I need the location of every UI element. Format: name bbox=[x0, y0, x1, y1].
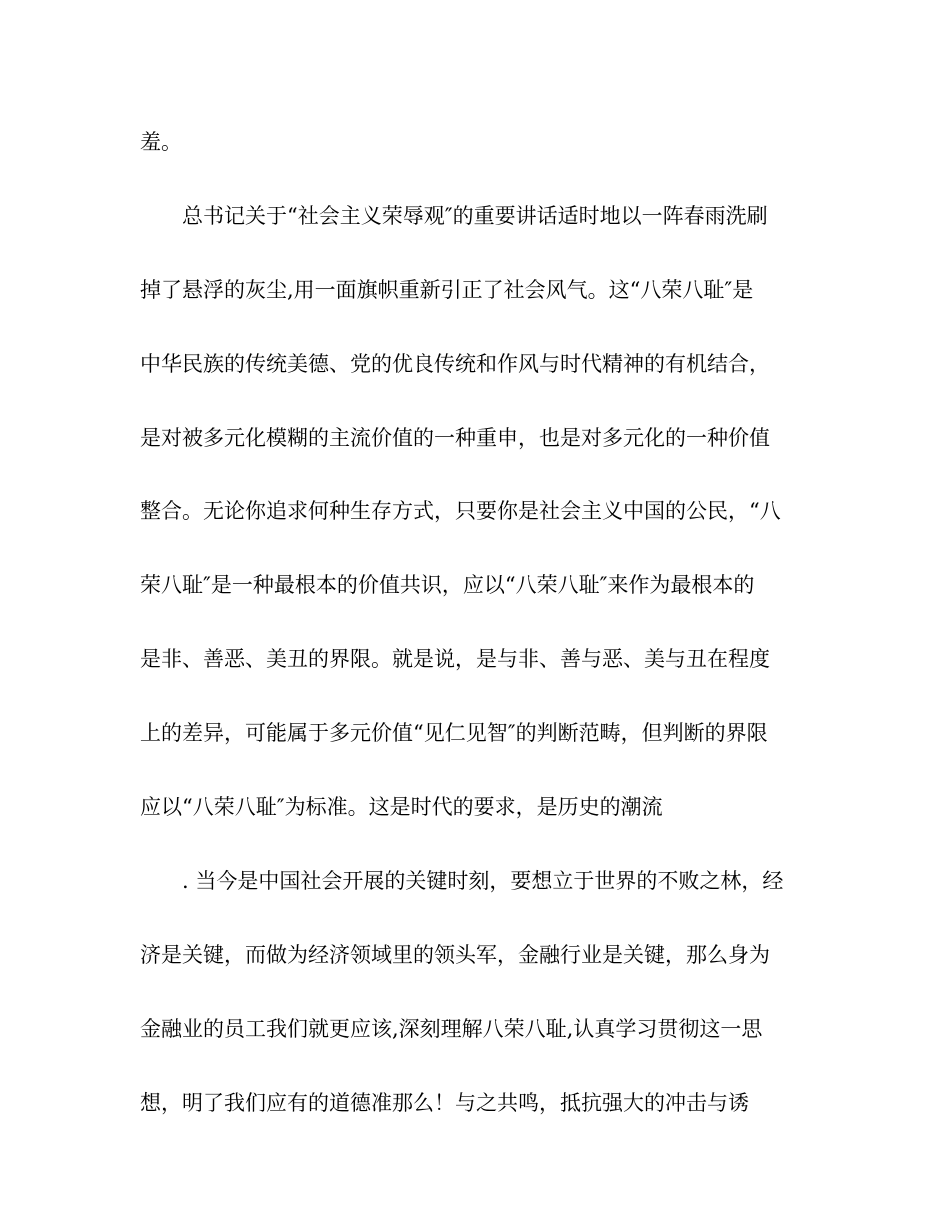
text-line: 应以“八荣八耻″为标准。这是时代的要求，是历史的潮流 bbox=[140, 795, 663, 819]
text-line: 掉了悬浮的灰尘,用一面旗帜重新引正了社会风气。这“八荣八耻″是 bbox=[140, 278, 754, 302]
text-line: 荣八耻″是一种最根本的价值共识，应以“八荣八耻″来作为最根本的 bbox=[140, 573, 755, 597]
text-line: 是非、善恶、美丑的界限。就是说，是与非、善与恶、美与丑在程度 bbox=[140, 647, 770, 671]
text-line: 是对被多元化模糊的主流价值的一种重申，也是对多元化的一种价值 bbox=[140, 426, 770, 450]
text-line: 上的差异，可能属于多元价值“见仁见智″的判断范畴，但判断的界限 bbox=[140, 721, 768, 745]
text-line: 中华民族的传统美德、党的优良传统和作风与时代精神的有机结合， bbox=[140, 352, 770, 376]
text-line: 金融业的员工我们就更应该,深刻理解八荣八耻,认真学习贯彻这一思 bbox=[140, 1017, 763, 1041]
text-line: 想，明了我们应有的道德准那么！与之共鸣，抵抗强大的冲击与诱 bbox=[140, 1091, 749, 1115]
text-line: 羞。 bbox=[140, 130, 182, 154]
text-line: 济是关键，而做为经济领域里的领头军，金融行业是关键，那么身为 bbox=[140, 943, 770, 967]
paragraph-first-line: 总书记关于“社会主义荣辱观″的重要讲话适时地以一阵春雨洗刷 bbox=[182, 204, 768, 228]
paragraph-first-line: . 当今是中国社会开展的关键时刻，要想立于世界的不败之林，经 bbox=[182, 869, 784, 893]
text-line: 整合。无论你追求何种生存方式，只要你是社会主义中国的公民，“八 bbox=[140, 499, 781, 523]
